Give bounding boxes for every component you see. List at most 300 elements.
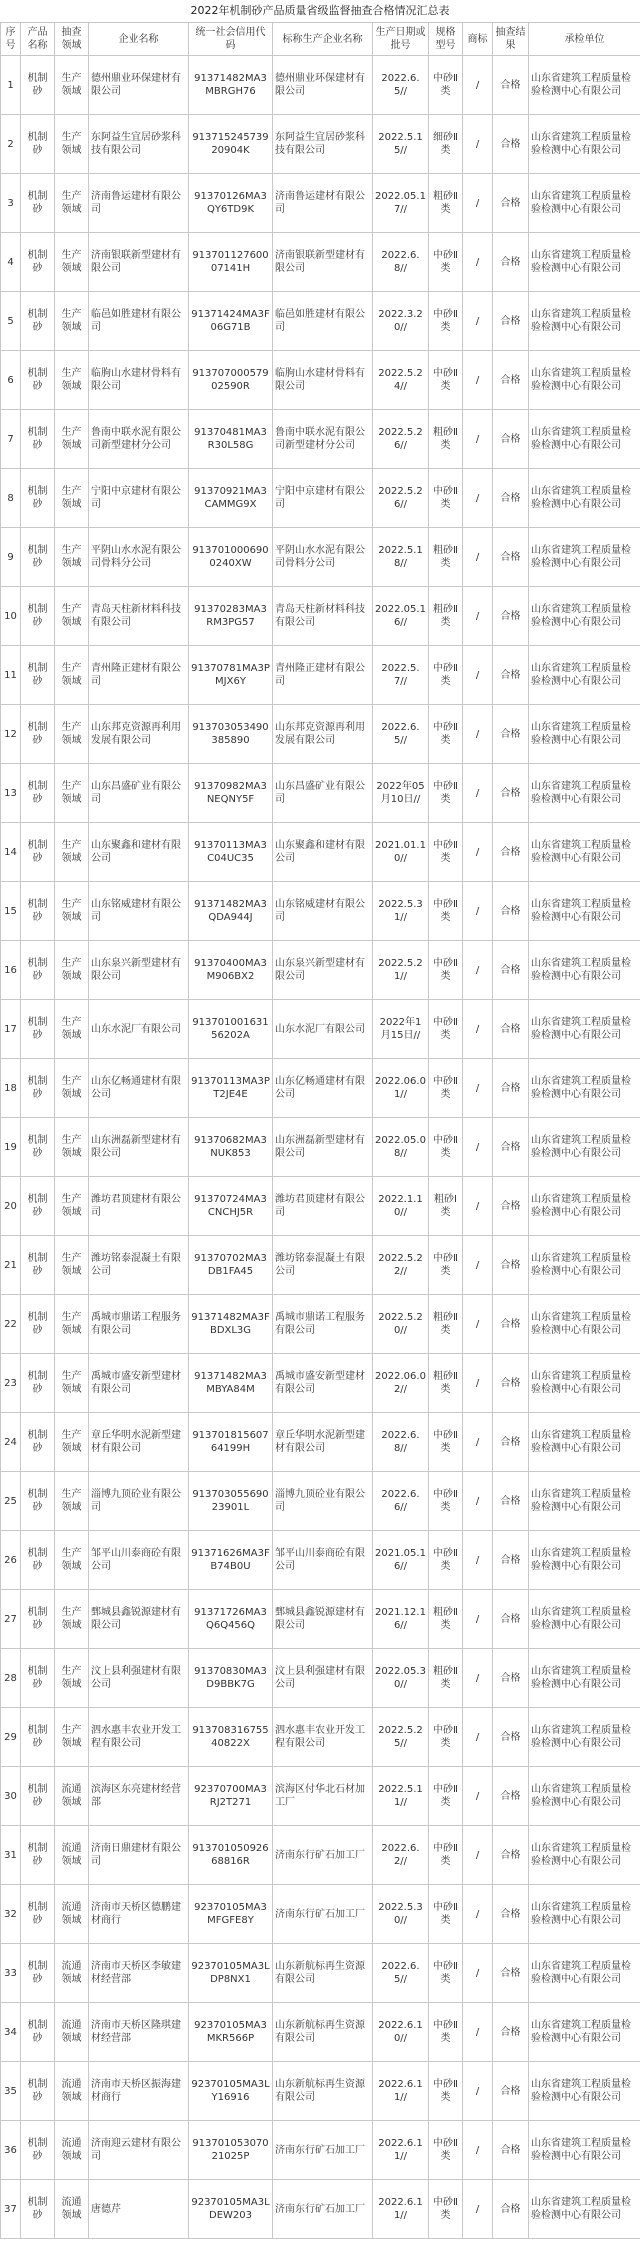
header-index: 序号 [1,23,21,56]
cell-brand: / [463,646,493,705]
cell-index: 32 [1,1885,21,1944]
cell-credit-code: 913715245739 20904K [189,115,273,174]
cell-result: 合格 [493,1531,529,1590]
cell-spec: 中砂Ⅱ类 [429,292,463,351]
table-row [1,2003,640,2062]
cell-date: 2022.5.21// [373,941,429,1000]
cell-result: 合格 [493,2180,529,2239]
table-row [1,1236,640,1295]
cell-spec: 粗砂Ⅱ类 [429,528,463,587]
cell-lab: 山东省建筑工程质量检验检测中心有限公司 [529,1118,640,1177]
cell-result: 合格 [493,292,529,351]
cell-result: 合格 [493,764,529,823]
cell-spec: 中砂Ⅱ类 [429,764,463,823]
cell-date: 2022.6.11// [373,2121,429,2180]
cell-domain: 生产领域 [55,1531,89,1590]
cell-index: 23 [1,1354,21,1413]
cell-product: 机制砂 [21,1059,55,1118]
cell-credit-code: 91371482MA3QDA944J [189,882,273,941]
cell-date: 2022.6.8// [373,1413,429,1472]
table-row [1,528,640,587]
cell-labeled-company: 山东铭威建材有限公司 [273,882,373,941]
cell-lab: 山东省建筑工程质量检验检测中心有限公司 [529,1767,640,1826]
cell-date: 2021.01.10// [373,823,429,882]
cell-labeled-company: 平阴山水水泥有限公司骨料分公司 [273,528,373,587]
cell-index: 7 [1,410,21,469]
cell-brand: / [463,1354,493,1413]
cell-spec: 细砂Ⅱ类 [429,115,463,174]
cell-labeled-company: 潍坊君顶建材有限公司 [273,1177,373,1236]
cell-company: 宁阳中京建材有限公司 [89,469,189,528]
cell-lab: 山东省建筑工程质量检验检测中心有限公司 [529,882,640,941]
cell-brand: / [463,882,493,941]
cell-brand: / [463,469,493,528]
cell-product: 机制砂 [21,1649,55,1708]
cell-domain: 生产领域 [55,56,89,115]
cell-index: 11 [1,646,21,705]
cell-spec: 中砂Ⅱ类 [429,469,463,528]
cell-result: 合格 [493,1590,529,1649]
cell-product: 机制砂 [21,1000,55,1059]
cell-brand: / [463,174,493,233]
cell-credit-code: 91370830MA3D9BBK7G [189,1649,273,1708]
cell-date: 2022.6.5// [373,56,429,115]
cell-credit-code: 92370105MA3MFGFE8Y [189,1885,273,1944]
header-labeled-company: 标称生产企业名称 [273,23,373,56]
cell-domain: 生产领域 [55,587,89,646]
cell-index: 4 [1,233,21,292]
cell-spec: 粗砂Ⅱ类 [429,1354,463,1413]
cell-company: 临朐山水建材骨料有限公司 [89,351,189,410]
cell-result: 合格 [493,1059,529,1118]
table-row [1,1826,640,1885]
cell-domain: 生产领域 [55,174,89,233]
cell-product: 机制砂 [21,1118,55,1177]
cell-product: 机制砂 [21,941,55,1000]
cell-domain: 生产领域 [55,1177,89,1236]
cell-product: 机制砂 [21,1944,55,2003]
cell-product: 机制砂 [21,410,55,469]
cell-brand: / [463,764,493,823]
cell-result: 合格 [493,2003,529,2062]
cell-date: 2022.5.24// [373,351,429,410]
cell-lab: 山东省建筑工程质量检验检测中心有限公司 [529,1531,640,1590]
cell-date: 2022.05.16// [373,587,429,646]
header-domain: 抽查领域 [55,23,89,56]
cell-lab: 山东省建筑工程质量检验检测中心有限公司 [529,1059,640,1118]
cell-brand: / [463,1590,493,1649]
cell-index: 13 [1,764,21,823]
cell-product: 机制砂 [21,1472,55,1531]
table-row [1,941,640,1000]
cell-domain: 生产领域 [55,292,89,351]
cell-brand: / [463,1767,493,1826]
cell-date: 2022.05.30// [373,1649,429,1708]
cell-labeled-company: 鲁南中联水泥有限公司新型建材分公司 [273,410,373,469]
cell-date: 2021.12.16// [373,1590,429,1649]
cell-credit-code: 91371726MA3Q6Q456Q [189,1590,273,1649]
cell-brand: / [463,410,493,469]
cell-index: 20 [1,1177,21,1236]
cell-company: 济南鲁运建材有限公司 [89,174,189,233]
cell-index: 37 [1,2180,21,2239]
cell-date: 2022.6.11// [373,2062,429,2121]
cell-spec: 中砂Ⅱ类 [429,2121,463,2180]
cell-spec: 中砂Ⅱ类 [429,646,463,705]
cell-spec: 中砂Ⅱ类 [429,1000,463,1059]
cell-result: 合格 [493,2062,529,2121]
cell-domain: 生产领域 [55,1649,89,1708]
cell-index: 24 [1,1413,21,1472]
cell-lab: 山东省建筑工程质量检验检测中心有限公司 [529,292,640,351]
cell-index: 22 [1,1295,21,1354]
cell-domain: 生产领域 [55,1295,89,1354]
cell-date: 2022.6.2// [373,1826,429,1885]
cell-index: 8 [1,469,21,528]
cell-labeled-company: 临朐山水建材骨料有限公司 [273,351,373,410]
cell-spec: 中砂Ⅱ类 [429,2180,463,2239]
cell-result: 合格 [493,174,529,233]
cell-credit-code: 91370724MA3CNCHJ5R [189,1177,273,1236]
cell-credit-code: 91371424MA3F06G71B [189,292,273,351]
cell-index: 3 [1,174,21,233]
cell-credit-code: 92370700MA3RJ2T271 [189,1767,273,1826]
cell-result: 合格 [493,705,529,764]
cell-product: 机制砂 [21,351,55,410]
inspection-table [0,22,640,2239]
cell-spec: 粗砂Ⅱ类 [429,587,463,646]
cell-company: 山东邦克资源再利用发展有限公司 [89,705,189,764]
table-row [1,1531,640,1590]
cell-domain: 生产领域 [55,1236,89,1295]
cell-labeled-company: 山东新航标再生资源有限公司 [273,2062,373,2121]
table-row [1,882,640,941]
cell-spec: 中砂Ⅱ类 [429,1531,463,1590]
cell-date: 2022.6.8// [373,233,429,292]
cell-labeled-company: 济南东行矿石加工厂 [273,1885,373,1944]
cell-spec: 中砂Ⅱ类 [429,1472,463,1531]
cell-credit-code: 91370113MA3C04UC35 [189,823,273,882]
cell-lab: 山东省建筑工程质量检验检测中心有限公司 [529,705,640,764]
cell-spec: 中砂Ⅱ类 [429,1118,463,1177]
cell-domain: 流通领域 [55,2062,89,2121]
table-row [1,1590,640,1649]
cell-lab: 山东省建筑工程质量检验检测中心有限公司 [529,1649,640,1708]
cell-spec: 中砂Ⅱ类 [429,2062,463,2121]
cell-brand: / [463,1295,493,1354]
cell-domain: 生产领域 [55,233,89,292]
cell-date: 2022.6.11// [373,2180,429,2239]
cell-company: 山东聚鑫和建材有限公司 [89,823,189,882]
cell-product: 机制砂 [21,56,55,115]
cell-index: 31 [1,1826,21,1885]
cell-lab: 山东省建筑工程质量检验检测中心有限公司 [529,469,640,528]
cell-product: 机制砂 [21,1177,55,1236]
cell-credit-code: 91370126MA3QY6TD9K [189,174,273,233]
cell-labeled-company: 济南东行矿石加工厂 [273,2180,373,2239]
cell-product: 机制砂 [21,1531,55,1590]
cell-brand: / [463,587,493,646]
cell-date: 2022.06.01// [373,1059,429,1118]
cell-product: 机制砂 [21,2121,55,2180]
cell-index: 34 [1,2003,21,2062]
table-row [1,1472,640,1531]
cell-lab: 山东省建筑工程质量检验检测中心有限公司 [529,1590,640,1649]
cell-spec: 中砂Ⅱ类 [429,351,463,410]
cell-brand: / [463,1177,493,1236]
cell-labeled-company: 济南东行矿石加工厂 [273,1826,373,1885]
cell-date: 2022.05.08// [373,1118,429,1177]
cell-lab: 山东省建筑工程质量检验检测中心有限公司 [529,1354,640,1413]
cell-lab: 山东省建筑工程质量检验检测中心有限公司 [529,1295,640,1354]
cell-company: 济南市天桥区隆琪建材经营部 [89,2003,189,2062]
cell-product: 机制砂 [21,823,55,882]
cell-credit-code: 91370781MA3PMJX6Y [189,646,273,705]
table-row [1,1118,640,1177]
cell-index: 5 [1,292,21,351]
cell-index: 28 [1,1649,21,1708]
cell-company: 鄄城县鑫锐源建材有限公司 [89,1590,189,1649]
cell-domain: 生产领域 [55,941,89,1000]
cell-company: 禹城市鼎诺工程服务有限公司 [89,1295,189,1354]
table-row [1,1000,640,1059]
cell-product: 机制砂 [21,2180,55,2239]
cell-domain: 生产领域 [55,469,89,528]
cell-domain: 生产领域 [55,1472,89,1531]
cell-labeled-company: 山东新航标再生资源有限公司 [273,2003,373,2062]
cell-brand: / [463,941,493,1000]
cell-company: 山东水泥厂有限公司 [89,1000,189,1059]
cell-credit-code: 913701815607 64199H [189,1413,273,1472]
cell-spec: 粗砂Ⅱ类 [429,410,463,469]
table-row [1,115,640,174]
table-row [1,2062,640,2121]
table-row [1,410,640,469]
cell-index: 36 [1,2121,21,2180]
cell-labeled-company: 济南鲁运建材有限公司 [273,174,373,233]
header-lab: 承检单位 [529,23,640,56]
cell-lab: 山东省建筑工程质量检验检测中心有限公司 [529,1413,640,1472]
cell-labeled-company: 鄄城县鑫锐源建材有限公司 [273,1590,373,1649]
cell-lab: 山东省建筑工程质量检验检测中心有限公司 [529,2180,640,2239]
cell-index: 14 [1,823,21,882]
cell-domain: 生产领域 [55,1000,89,1059]
cell-lab: 山东省建筑工程质量检验检测中心有限公司 [529,646,640,705]
cell-brand: / [463,1236,493,1295]
cell-labeled-company: 泗水惠丰农业开发工程有限公司 [273,1708,373,1767]
cell-result: 合格 [493,1295,529,1354]
cell-brand: / [463,823,493,882]
cell-domain: 生产领域 [55,528,89,587]
cell-spec: 中砂Ⅱ类 [429,882,463,941]
cell-index: 35 [1,2062,21,2121]
cell-lab: 山东省建筑工程质量检验检测中心有限公司 [529,587,640,646]
cell-result: 合格 [493,1177,529,1236]
cell-result: 合格 [493,233,529,292]
cell-brand: / [463,1413,493,1472]
cell-index: 17 [1,1000,21,1059]
header-company: 企业名称 [89,23,189,56]
table-row [1,1295,640,1354]
cell-product: 机制砂 [21,292,55,351]
cell-index: 2 [1,115,21,174]
cell-lab: 山东省建筑工程质量检验检测中心有限公司 [529,1177,640,1236]
cell-brand: / [463,1531,493,1590]
cell-product: 机制砂 [21,174,55,233]
cell-date: 2022.5.25// [373,1708,429,1767]
cell-result: 合格 [493,56,529,115]
cell-brand: / [463,115,493,174]
cell-result: 合格 [493,1236,529,1295]
cell-index: 21 [1,1236,21,1295]
cell-brand: / [463,1118,493,1177]
cell-spec: 中砂Ⅱ类 [429,1944,463,2003]
cell-credit-code: 91370113MA3PT2JE4E [189,1059,273,1118]
cell-spec: 粗砂Ⅰ类 [429,1177,463,1236]
header-result: 抽查结果 [493,23,529,56]
cell-spec: 中砂Ⅱ类 [429,1767,463,1826]
cell-product: 机制砂 [21,1767,55,1826]
cell-date: 2022.5.30// [373,1885,429,1944]
cell-company: 山东洲磊新型建材有限公司 [89,1118,189,1177]
cell-result: 合格 [493,823,529,882]
cell-result: 合格 [493,410,529,469]
cell-domain: 生产领域 [55,823,89,882]
cell-lab: 山东省建筑工程质量检验检测中心有限公司 [529,2121,640,2180]
cell-spec: 粗砂Ⅱ类 [429,174,463,233]
cell-lab: 山东省建筑工程质量检验检测中心有限公司 [529,233,640,292]
cell-product: 机制砂 [21,115,55,174]
cell-company: 济南市天桥区振海建材商行 [89,2062,189,2121]
cell-company: 青州隆正建材有限公司 [89,646,189,705]
cell-result: 合格 [493,1826,529,1885]
cell-product: 机制砂 [21,587,55,646]
cell-index: 33 [1,1944,21,2003]
cell-product: 机制砂 [21,1236,55,1295]
cell-domain: 生产领域 [55,410,89,469]
cell-lab: 山东省建筑工程质量检验检测中心有限公司 [529,174,640,233]
cell-brand: / [463,1472,493,1531]
cell-lab: 山东省建筑工程质量检验检测中心有限公司 [529,56,640,115]
cell-date: 2022.5.31// [373,882,429,941]
cell-domain: 流通领域 [55,2180,89,2239]
cell-product: 机制砂 [21,882,55,941]
table-row [1,56,640,115]
cell-date: 2022.5.18// [373,528,429,587]
cell-result: 合格 [493,1000,529,1059]
cell-brand: / [463,233,493,292]
cell-lab: 山东省建筑工程质量检验检测中心有限公司 [529,1472,640,1531]
table-row [1,1767,640,1826]
cell-domain: 生产领域 [55,1708,89,1767]
cell-index: 12 [1,705,21,764]
cell-labeled-company: 东阿益生宜居砂浆科技有限公司 [273,115,373,174]
cell-labeled-company: 山东亿畅通建材有限公司 [273,1059,373,1118]
cell-spec: 中砂Ⅱ类 [429,1413,463,1472]
cell-date: 2022年1月15日// [373,1000,429,1059]
cell-result: 合格 [493,1649,529,1708]
cell-credit-code: 913703053490 385890 [189,705,273,764]
cell-labeled-company: 济南东行矿石加工厂 [273,2121,373,2180]
table-row [1,1944,640,2003]
cell-index: 19 [1,1118,21,1177]
cell-company: 滨海区东亮建材经营部 [89,1767,189,1826]
cell-product: 机制砂 [21,233,55,292]
cell-labeled-company: 山东新航标再生资源有限公司 [273,1944,373,2003]
cell-domain: 生产领域 [55,1059,89,1118]
cell-brand: / [463,56,493,115]
cell-date: 2022.5.22// [373,1236,429,1295]
cell-brand: / [463,2003,493,2062]
cell-company: 山东亿畅通建材有限公司 [89,1059,189,1118]
table-row [1,705,640,764]
cell-company: 泗水惠丰农业开发工程有限公司 [89,1708,189,1767]
cell-date: 2021.05.16// [373,1531,429,1590]
cell-brand: / [463,1708,493,1767]
cell-index: 26 [1,1531,21,1590]
cell-lab: 山东省建筑工程质量检验检测中心有限公司 [529,410,640,469]
cell-result: 合格 [493,1944,529,2003]
cell-domain: 生产领域 [55,764,89,823]
cell-result: 合格 [493,351,529,410]
cell-company: 禹城市盛安新型建材有限公司 [89,1354,189,1413]
cell-company: 济南日鼎建材有限公司 [89,1826,189,1885]
cell-company: 德州鼎业环保建材有限公司 [89,56,189,115]
cell-spec: 中砂Ⅱ类 [429,2003,463,2062]
cell-spec: 中砂Ⅱ类 [429,1059,463,1118]
cell-credit-code: 913703055690 23901L [189,1472,273,1531]
cell-index: 15 [1,882,21,941]
table-row [1,1413,640,1472]
cell-index: 1 [1,56,21,115]
cell-company: 章丘华明水泥新型建材有限公司 [89,1413,189,1472]
cell-labeled-company: 汶上县利强建材有限公司 [273,1649,373,1708]
cell-spec: 中砂Ⅱ类 [429,233,463,292]
cell-labeled-company: 禹城市盛安新型建材有限公司 [273,1354,373,1413]
cell-spec: 中砂Ⅱ类 [429,823,463,882]
cell-result: 合格 [493,1472,529,1531]
cell-lab: 山东省建筑工程质量检验检测中心有限公司 [529,764,640,823]
cell-brand: / [463,2121,493,2180]
cell-product: 机制砂 [21,764,55,823]
cell-domain: 流通领域 [55,1944,89,2003]
cell-domain: 生产领域 [55,1590,89,1649]
header-credit-code: 统一社会信用代码 [189,23,273,56]
cell-product: 机制砂 [21,1295,55,1354]
header-product: 产品名称 [21,23,55,56]
cell-date: 2022.6.5// [373,705,429,764]
cell-brand: / [463,1826,493,1885]
cell-company: 山东铭威建材有限公司 [89,882,189,941]
cell-date: 2022.5.20// [373,1295,429,1354]
table-row [1,1354,640,1413]
cell-company: 东阿益生宜居砂浆科技有限公司 [89,115,189,174]
cell-product: 机制砂 [21,1590,55,1649]
cell-domain: 生产领域 [55,646,89,705]
cell-brand: / [463,2062,493,2121]
table-row [1,1059,640,1118]
cell-result: 合格 [493,469,529,528]
cell-credit-code: 91370921MA3CAMMG9X [189,469,273,528]
cell-credit-code: 92370105MA3MKR566P [189,2003,273,2062]
cell-labeled-company: 潍坊铭泰混凝土有限公司 [273,1236,373,1295]
cell-company: 济南银联新型建材有限公司 [89,233,189,292]
cell-spec: 粗砂Ⅱ类 [429,1649,463,1708]
cell-credit-code: 913701050926 68816R [189,1826,273,1885]
cell-spec: 粗砂Ⅱ类 [429,1590,463,1649]
cell-product: 机制砂 [21,646,55,705]
cell-domain: 流通领域 [55,1885,89,1944]
